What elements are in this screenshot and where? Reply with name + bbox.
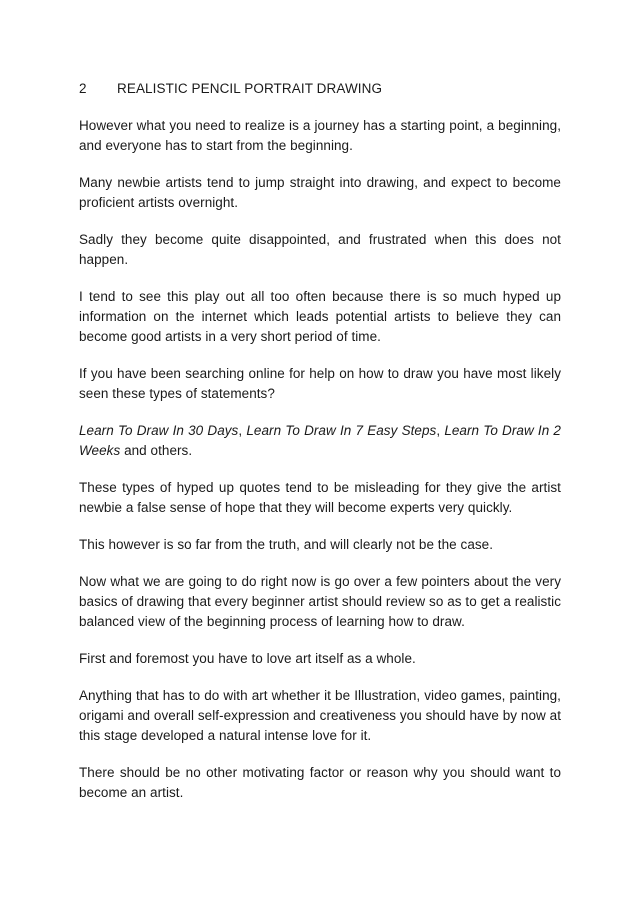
section-number: 2 [79, 81, 87, 96]
paragraph-12: There should be no other motivating factor or reason why you should want to become an artist. [79, 765, 561, 800]
section-heading [79, 79, 561, 98]
paragraph-5: If you have been searching online for help on how to draw you have most likely seen these types of statements? [79, 366, 561, 401]
separator: , [238, 423, 247, 438]
paragraph-6 [79, 421, 561, 461]
paragraph-7: These types of hyped up quotes tend to be misleading for they give the artist newbie a false sense of hope that they will become experts very quickly. [79, 480, 561, 515]
paragraph-11: Anything that has to do with art whether it be Illustration, video games, painting, origami and overall self-expression and creativeness you should have by now at this stage developed a natural intense love for it. [79, 688, 561, 743]
paragraph-6-tail: and others. [120, 443, 193, 458]
quote-30-days: Learn To Draw In 30 Days [79, 423, 239, 438]
paragraph-8: This however is so far from the truth, and will clearly not be the case. [79, 537, 494, 552]
section-title: REALISTIC PENCIL PORTRAIT DRAWING [117, 81, 383, 96]
quote-7-steps: Learn To Draw In 7 Easy Steps [246, 423, 437, 438]
paragraph-2: Many newbie artists tend to jump straight into drawing, and expect to become proficient artists overnight. [79, 175, 561, 210]
paragraph-10: First and foremost you have to love art itself as a whole. [79, 651, 416, 666]
quote-2-weeks: Learn To Draw In 2 Weeks [79, 423, 561, 458]
separator: , [436, 423, 445, 438]
paragraph-3: Sadly they become quite disappointed, and frustrated when this does not happen. [79, 232, 561, 267]
paragraph-9: Now what we are going to do right now is go over a few pointers about the very basics of drawing that every beginner artist should review so as to get a realistic balanced view of the beginning process of learning how to draw. [79, 574, 561, 629]
paragraph-4: I tend to see this play out all too often because there is so much hyped up information on the internet which leads potential artists to believe they can become good artists in a very short period of time. [79, 289, 561, 344]
page-content [79, 79, 561, 820]
paragraph-1: However what you need to realize is a journey has a starting point, a beginning, and everyone has to start from the beginning. [79, 118, 561, 153]
